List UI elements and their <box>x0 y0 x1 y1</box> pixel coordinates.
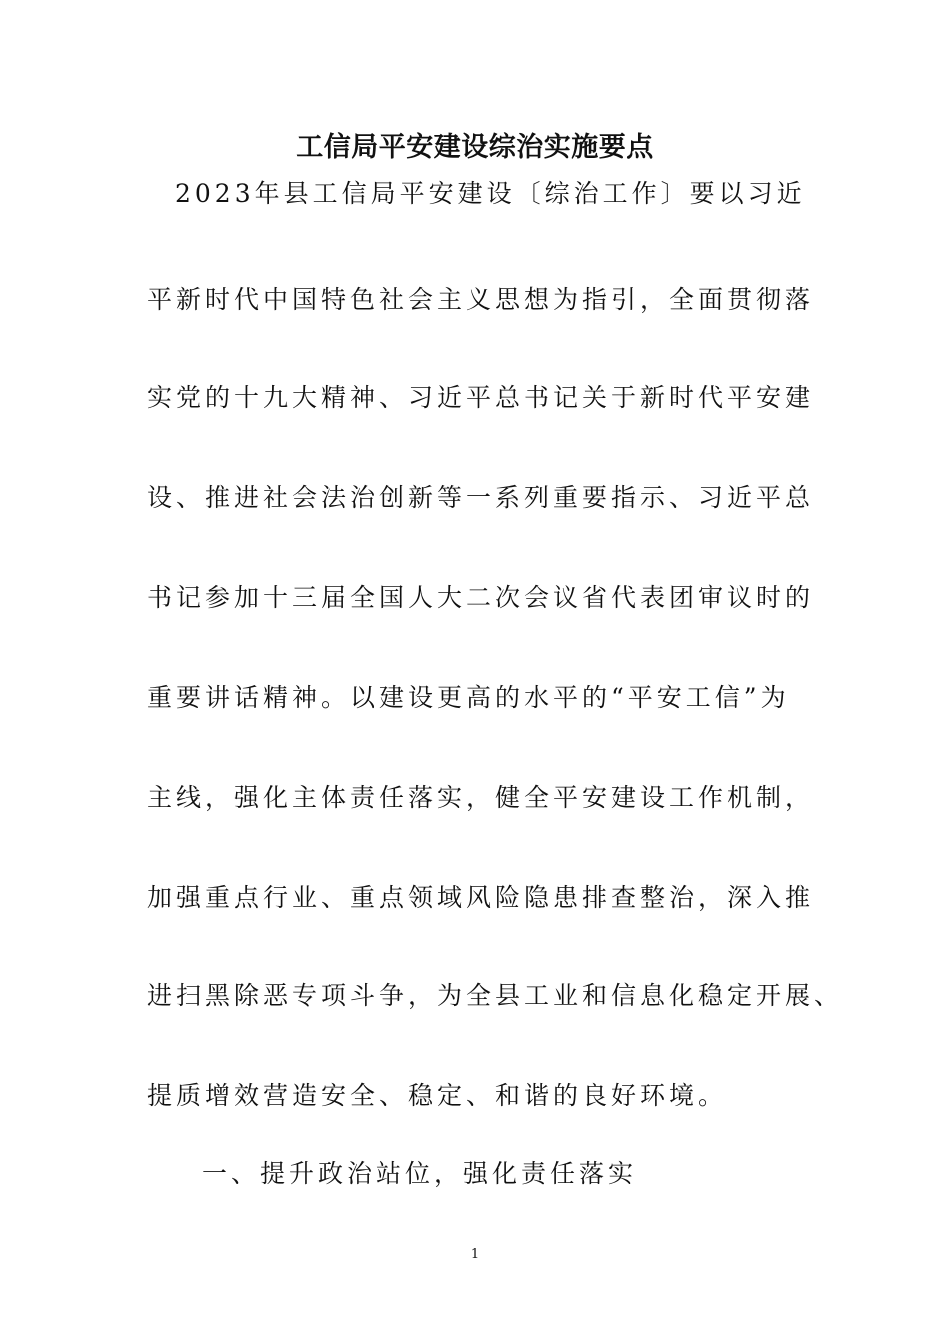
paragraph-line: 书记参加十三届全国人大二次会议省代表团审议时的 <box>147 583 815 612</box>
paragraph-line: 加强重点行业、重点领域风险隐患排查整治，深入推 <box>147 883 815 912</box>
paragraph-line: 进扫黑除恶专项斗争，为全县工业和信息化稳定开展、 <box>147 981 844 1010</box>
paragraph-line: 2023年县工信局平安建设〔综治工作〕要以习近 <box>175 179 806 208</box>
paragraph-line: 平新时代中国特色社会主义思想为指引，全面贯彻落 <box>147 285 815 314</box>
paragraph-line: 设、推进社会法治创新等一系列重要指示、习近平总 <box>147 483 815 512</box>
page-number: 1 <box>470 1247 480 1262</box>
document-title: 工信局平安建设综治实施要点 <box>296 132 654 163</box>
section-heading: 一、提升政治站位，强化责任落实 <box>202 1159 638 1188</box>
paragraph-line: 实党的十九大精神、习近平总书记关于新时代平安建 <box>147 383 815 412</box>
paragraph-line: 主线，强化主体责任落实，健全平安建设工作机制， <box>147 783 815 812</box>
paragraph-line: 提质增效营造安全、稳定、和谐的良好环境。 <box>147 1081 728 1110</box>
paragraph-line: 重要讲话精神。以建设更高的水平的“平安工信”为 <box>147 683 790 712</box>
